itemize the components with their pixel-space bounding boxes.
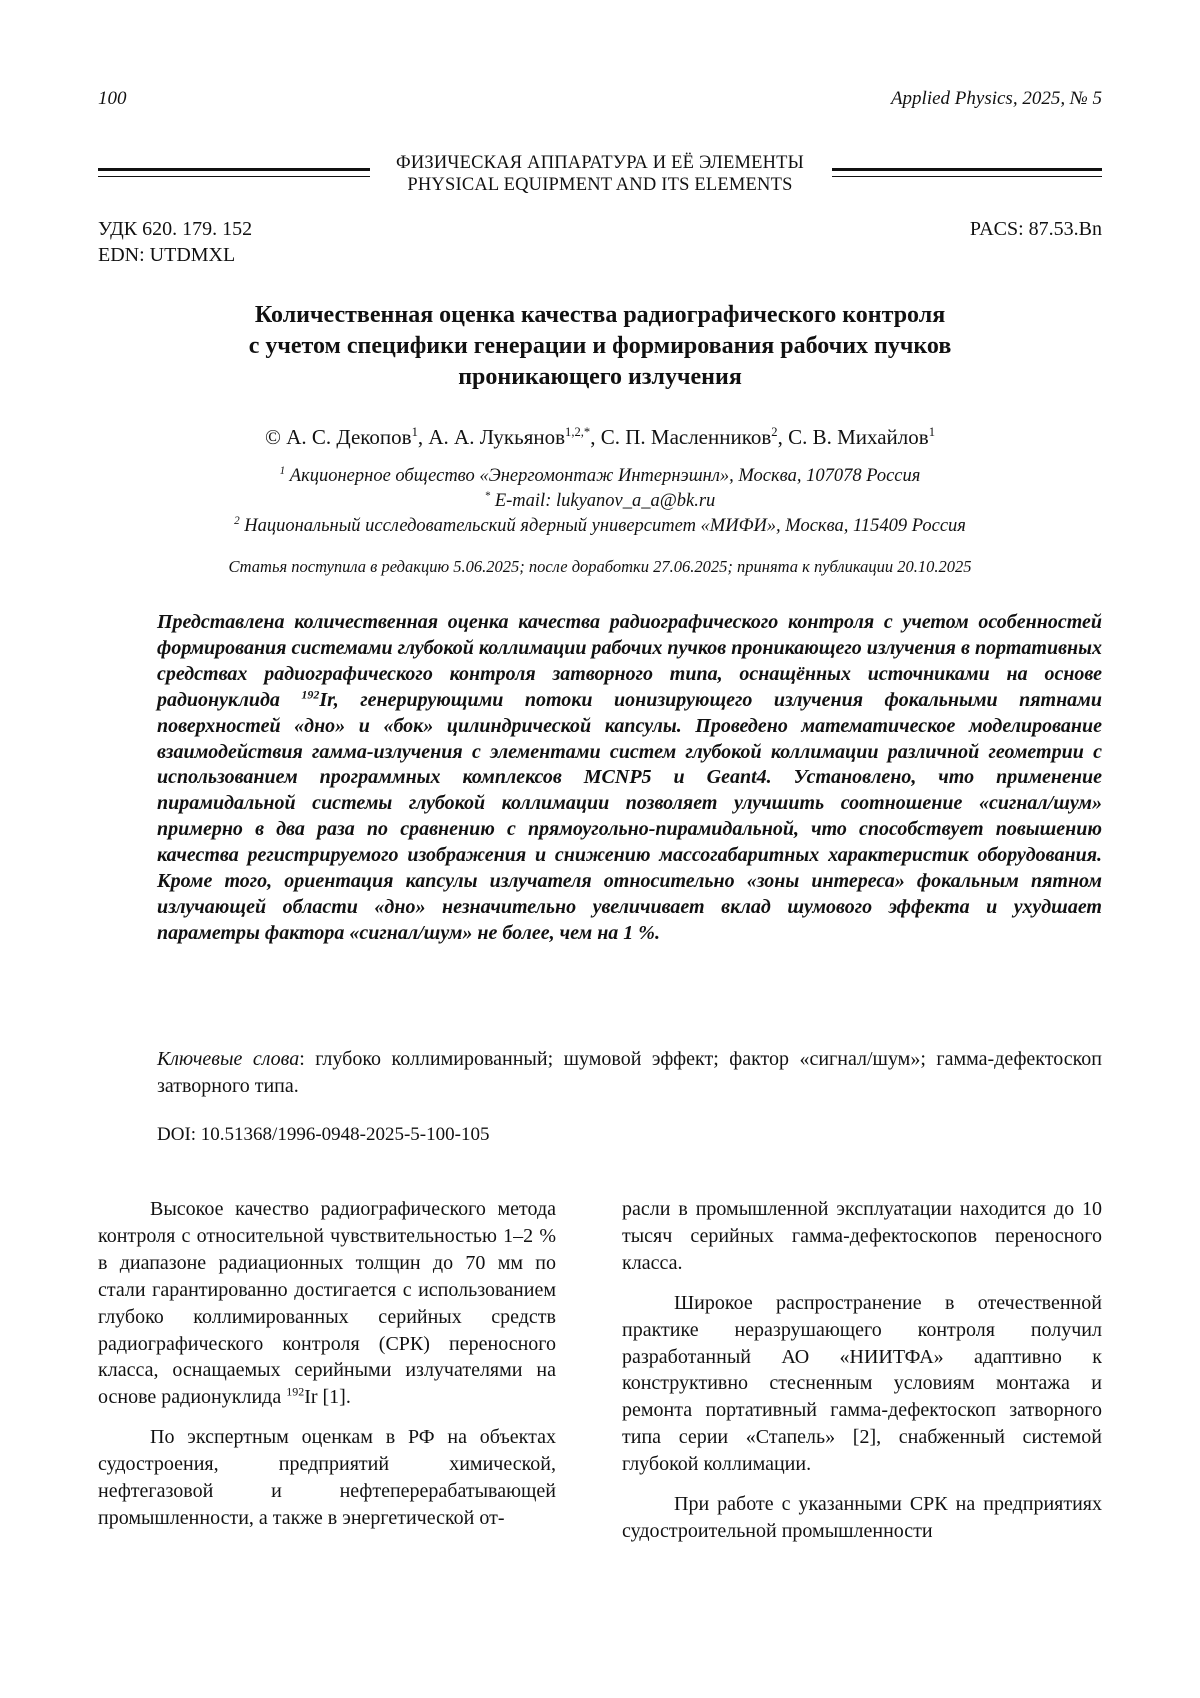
affiliation-text: Акционерное общество «Энергомонтаж Интернэшнл», Москва, 107078 Россия [290,466,921,486]
doi: DOI: 10.51368/1996-0948-2025-5-100-105 [157,1124,489,1146]
title-line: Количественная оценка качества радиографического контроля [150,300,1050,331]
author-affiliation-mark: 1 [929,425,935,439]
author-list [100,425,1100,450]
paragraph-text: Ir [1]. [304,1386,351,1408]
submission-dates: Статья поступила в редакцию 5.06.2025; после доработки 27.06.2025; принята к публикации 20.10.2025 [100,557,1100,577]
abstract [157,610,1102,947]
author-affiliation-mark: 1,2,* [565,425,590,439]
title-line: с учетом специфики генерации и формирования рабочих пучков [150,331,1050,362]
body-paragraph: При работе с указанными СРК на предприятиях судостроительной промышленности [622,1491,1102,1545]
section-heading-en: PHYSICAL EQUIPMENT AND ITS ELEMENTS [0,174,1200,196]
edn-code: EDN: UTDMXL [98,242,252,268]
author-affiliation-mark: 1 [412,425,418,439]
keywords-label: Ключевые слова [157,1048,299,1070]
section-heading-ru: ФИЗИЧЕСКАЯ АППАРАТУРА И ЕЁ ЭЛЕМЕНТЫ [0,152,1200,174]
affiliation-text: Национальный исследовательский ядерный университет «МИФИ», Москва, 115409 Россия [244,516,966,536]
affiliation-mark: 2 [234,515,240,527]
udk-code: УДК 620. 179. 152 [98,216,252,242]
email-mark: * [485,490,491,502]
isotope-mass-number: 192 [286,1385,304,1399]
corresponding-email [100,491,1100,512]
pacs-code: PACS: 87.53.Bn [970,216,1102,242]
affiliation-2 [100,516,1100,537]
body-column-left [98,1196,556,1545]
body-paragraph: Широкое распространение в отечественной практике неразрушающего контроля получил разработанный АО «НИИТФА» адаптивно к конструктивно стесненным условиям монтажа и ремонта портативный гамма-дефектоскоп затворного типа серии «Стапель» [2], снабженный системой глубокой коллимации. [622,1290,1102,1478]
paragraph-text: Высокое качество радиографического метода контроля с относительной чувствительностью 1–2 % в диапазоне радиационных толщин до 70 мм по стали гарантированно достигается с использованием глубоко коллимированных серийных средств радиографического контроля (СРК) переносного класса, оснащаемых серийными излучателями на основе радионуклида [98,1198,556,1408]
affiliation-mark: 1 [280,465,286,477]
body-paragraph: расли в промышленной эксплуатации находится до 10 тысяч серийных гамма-дефектоскопов переносного класса. [622,1196,1102,1277]
section-heading [0,152,1200,196]
isotope-mass-number: 192 [301,687,319,701]
journal-header: Applied Physics, 2025, № 5 [891,88,1102,110]
author-name: , С. П. Масленников [590,425,771,449]
author-name: © А. С. Декопов [265,425,412,449]
author-affiliation-mark: 2 [771,425,777,439]
body-paragraph: По экспертным оценкам в РФ на объектах судостроения, предприятий химической, нефтегазовой и нефтеперерабатывающей промышленности, а также в энергетической от- [98,1424,556,1532]
title-line: проникающего излучения [150,362,1050,393]
abstract-text: Ir, генерирующими потоки ионизирующего излучения фокальными пятнами поверхностей «дно» и «бок» цилиндрической капсулы. Проведено математическое моделирование взаимодействия гамма-излучения с элементами систем глубокой коллимации различной геометрии с использованием программных комплексов MCNP5 и Geant4. Установлено, что применение пирамидальной системы глубокой коллимации позволяет улучшить соотношение «сигнал/шум» примерно в два раза по сравнению с прямоугольно-пирамидальной, что способствует повышению качества регистрируемого изображения и снижению массогабаритных характеристик оборудования. Кроме того, ориентация капсулы излучателя относительно «зоны интереса» фокальным пятном излучающей области «дно» незначительно увеличивает вклад шумового эффекта и ухудшает параметры фактора «сигнал/шум» не более, чем на 1 %. [157,689,1102,944]
body-paragraph [98,1196,556,1411]
classification-block [98,216,252,268]
author-name: , А. А. Лукьянов [418,425,565,449]
email-text: E-mail: lukyanov_a_a@bk.ru [495,491,715,511]
keywords-text: : глубоко коллимированный; шумовой эффект; фактор «сигнал/шум»; гамма-дефектоскоп затворного типа. [157,1048,1102,1097]
page-number: 100 [98,88,127,110]
abstract-text: Представлена количественная оценка качества радиографического контроля с учетом особенностей формирования системами глубокой коллимации рабочих пучков проникающего излучения в портативных средствах радиографического контроля затворного типа, оснащённых источниками на основе радионуклида [157,611,1102,711]
keywords [157,1046,1102,1100]
affiliation-1 [100,466,1100,487]
author-name: , С. В. Михайлов [778,425,929,449]
body-column-right [622,1196,1102,1558]
article-title [150,300,1050,393]
